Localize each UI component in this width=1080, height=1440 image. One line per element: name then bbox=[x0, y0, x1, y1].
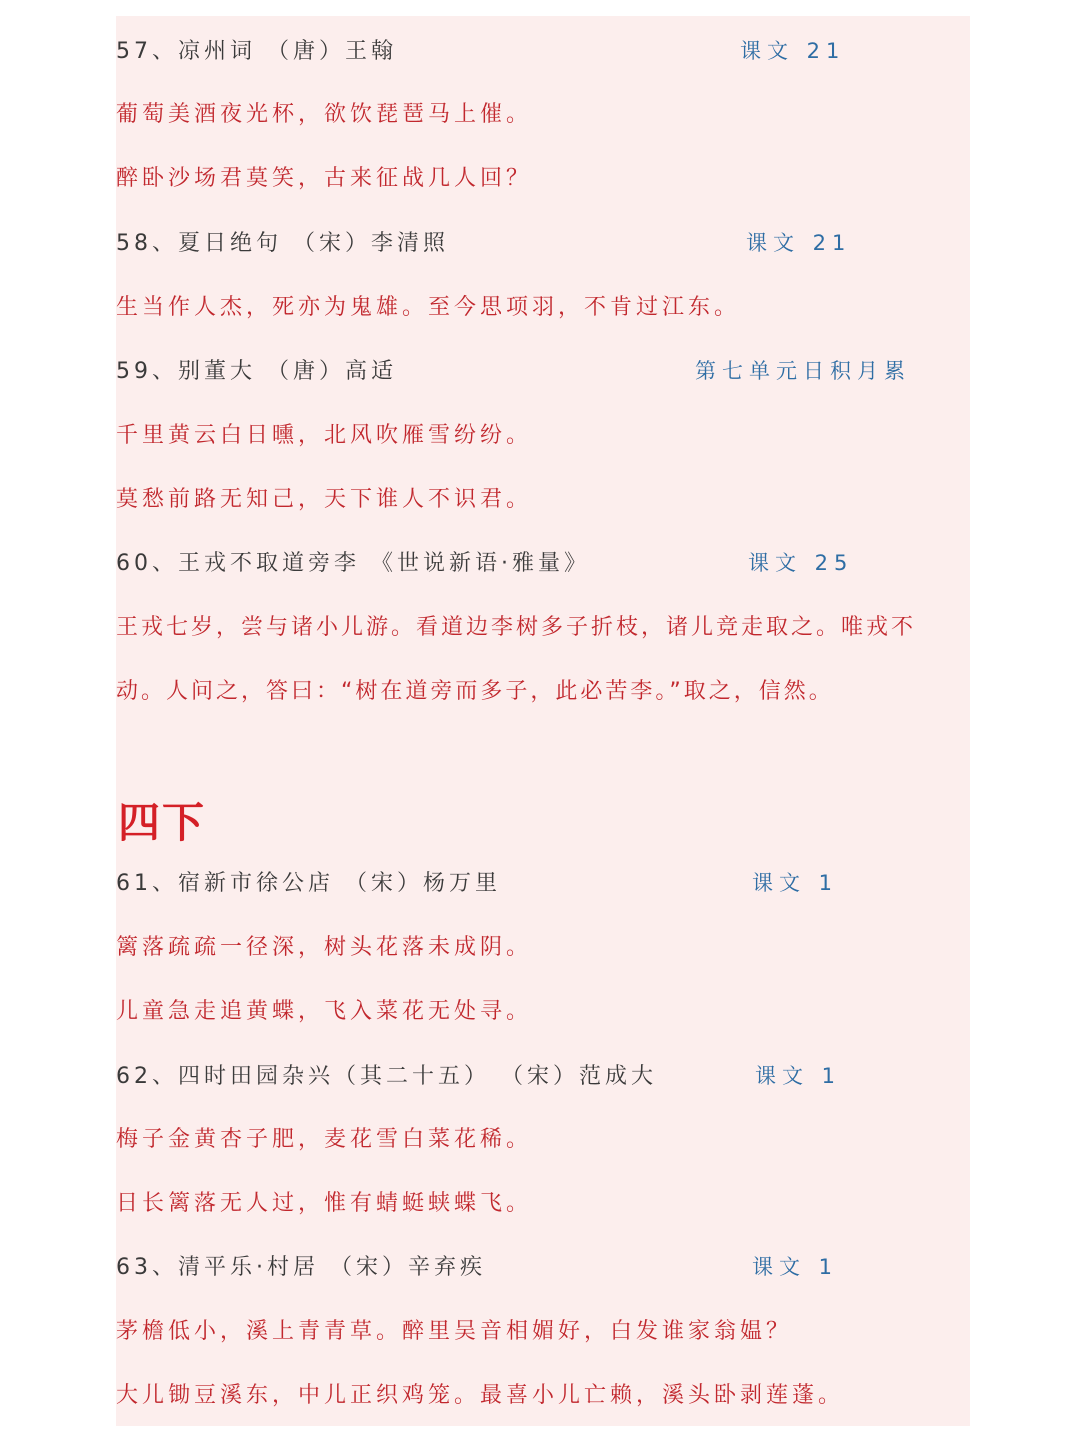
poem-63-reference: 课文 1 bbox=[752, 1255, 839, 1279]
poem-58-title: 58、夏日绝句 （宋）李清照 bbox=[116, 231, 449, 256]
poem-61-line-2: 儿童急走追黄蝶，飞入菜花无处寻。 bbox=[116, 999, 533, 1024]
poem-63-title: 63、清平乐·村居 （宋）辛弃疾 bbox=[116, 1255, 486, 1280]
poem-62-line-1: 梅子金黄杏子肥，麦花雪白菜花稀。 bbox=[116, 1127, 533, 1152]
poem-58-reference: 课文 21 bbox=[746, 231, 852, 255]
poem-60-title: 60、王戎不取道旁李 《世说新语·雅量》 bbox=[116, 551, 590, 576]
poem-60-reference: 课文 25 bbox=[748, 551, 854, 575]
section-heading: 四下 bbox=[118, 798, 207, 847]
poem-57-line-1: 葡萄美酒夜光杯，欲饮琵琶马上催。 bbox=[116, 102, 533, 127]
poem-57-line-2: 醉卧沙场君莫笑，古来征战几人回？ bbox=[116, 166, 533, 191]
poem-59-title: 59、别董大 （唐）高适 bbox=[116, 359, 397, 384]
poem-62-title: 62、四时田园杂兴（其二十五） （宋）范成大 bbox=[116, 1064, 657, 1089]
poem-57-reference: 课文 21 bbox=[740, 39, 846, 63]
poem-63-line-1: 茅檐低小，溪上青青草。醉里吴音相媚好，白发谁家翁媪？ bbox=[116, 1319, 793, 1344]
poem-61-title: 61、宿新市徐公店 （宋）杨万里 bbox=[116, 871, 501, 896]
poem-59-line-2: 莫愁前路无知己，天下谁人不识君。 bbox=[116, 487, 533, 512]
poem-59-line-1: 千里黄云白日曛，北风吹雁雪纷纷。 bbox=[116, 423, 533, 448]
poem-57-title: 57、凉州词 （唐）王翰 bbox=[116, 39, 397, 64]
poem-60-line-2: 动。人问之，答曰：“树在道旁而多子，此必苦李。”取之，信然。 bbox=[116, 679, 834, 704]
poem-63-line-2: 大儿锄豆溪东，中儿正织鸡笼。最喜小儿亡赖，溪头卧剥莲蓬。 bbox=[116, 1383, 845, 1408]
poem-59-reference: 第七单元日积月累 bbox=[695, 359, 911, 383]
poem-61-reference: 课文 1 bbox=[752, 871, 839, 895]
poem-62-line-2: 日长篱落无人过，惟有蜻蜓蛱蝶飞。 bbox=[116, 1191, 533, 1216]
poem-58-line-1: 生当作人杰，死亦为鬼雄。至今思项羽，不肯过江东。 bbox=[116, 295, 741, 320]
poem-62-reference: 课文 1 bbox=[755, 1064, 842, 1088]
poem-61-line-1: 篱落疏疏一径深，树头花落未成阴。 bbox=[116, 935, 533, 960]
poem-60-line-1: 王戎七岁，尝与诸小儿游。看道边李树多子折枝，诸儿竞走取之。唯戎不 bbox=[116, 615, 917, 640]
